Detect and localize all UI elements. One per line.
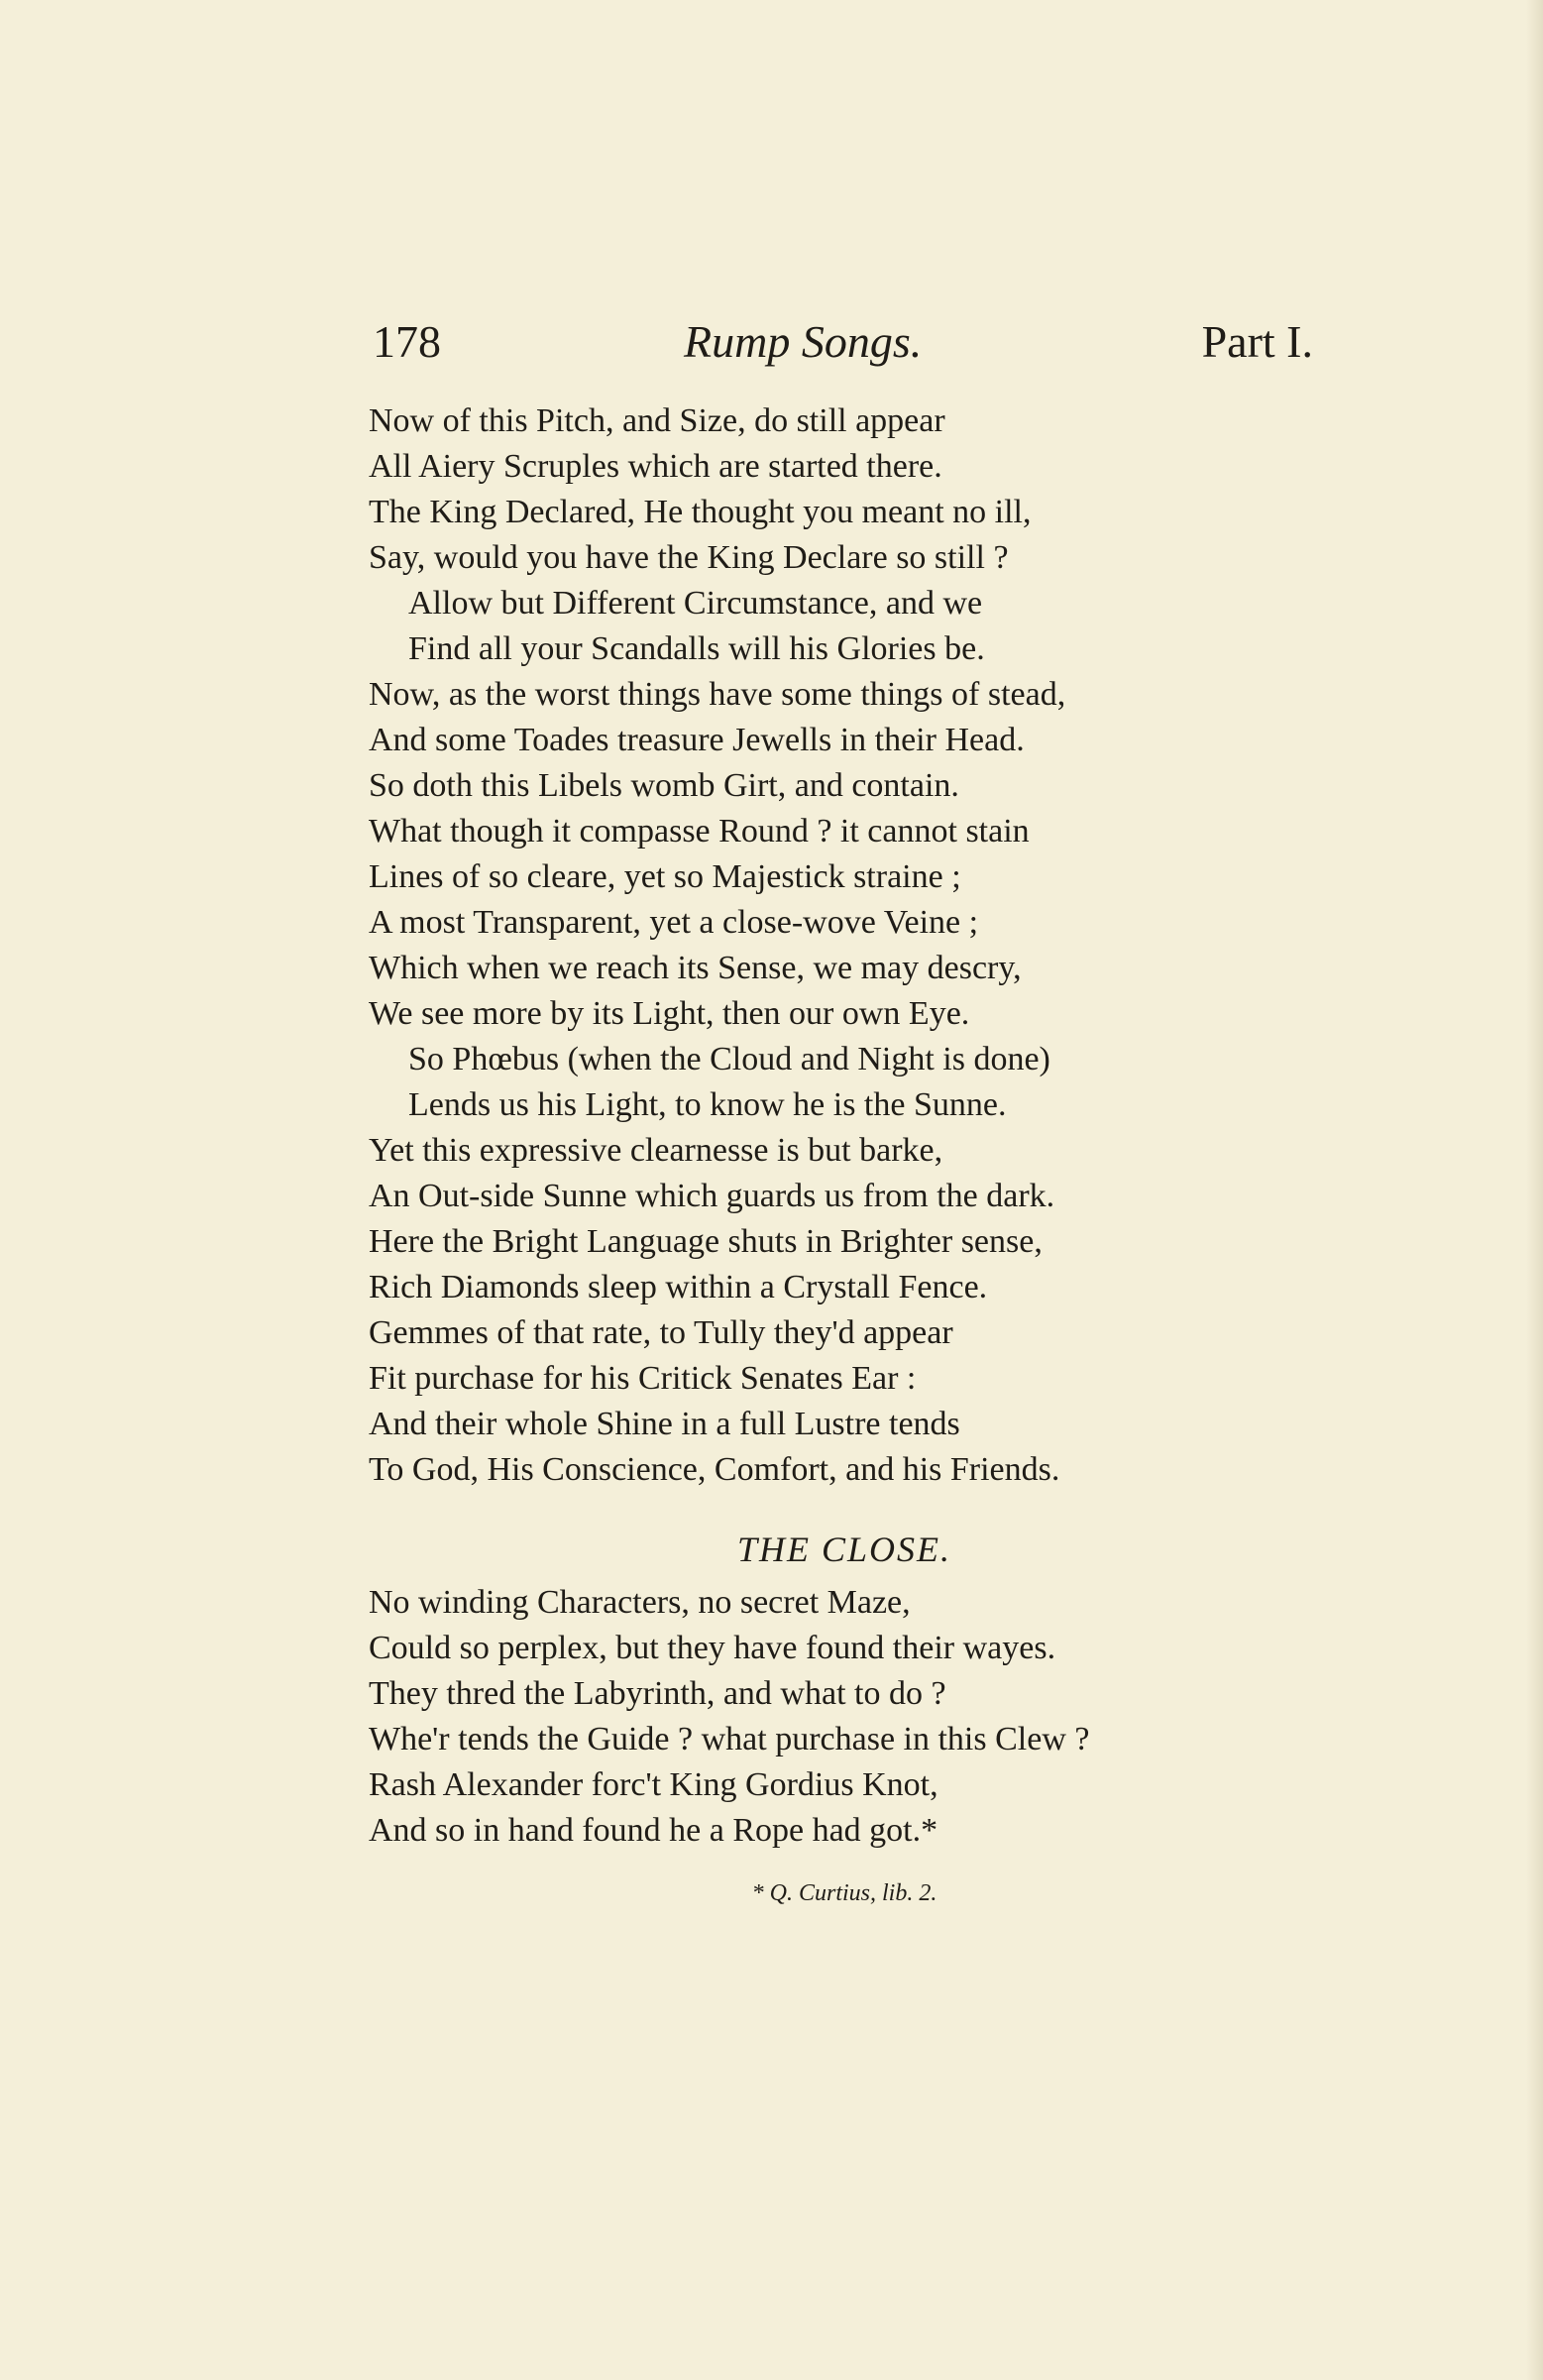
- poem-line: Lines of so cleare, yet so Majestick straine ;: [369, 858, 961, 895]
- page-header: [367, 315, 1313, 375]
- poem-line: An Out-side Sunne which guards us from the dark.: [369, 1178, 1055, 1214]
- poem-line: And their whole Shine in a full Lustre tends: [369, 1406, 960, 1442]
- poem-line: Here the Bright Language shuts in Brighter sense,: [369, 1223, 1043, 1260]
- poem-line: Lends us his Light, to know he is the Sunne.: [408, 1086, 1007, 1123]
- poem-line: We see more by its Light, then our own Eye.: [369, 995, 970, 1032]
- poem-line: Rich Diamonds sleep within a Crystall Fence.: [369, 1269, 988, 1305]
- page-edge-shadow: [1526, 0, 1543, 2380]
- page-number: 178: [373, 316, 441, 367]
- poem-line: Say, would you have the King Declare so still ?: [369, 539, 1009, 576]
- poem-line: Whe'r tends the Guide ? what purchase in this Clew ?: [369, 1721, 1090, 1757]
- poem-line: To God, His Conscience, Comfort, and his Friends.: [369, 1451, 1060, 1488]
- part-label: Part I.: [1201, 316, 1313, 367]
- poem-line: Which when we reach its Sense, we may descry,: [369, 950, 1022, 986]
- poem-line: No winding Characters, no secret Maze,: [369, 1584, 911, 1621]
- running-title: Rump Songs.: [684, 316, 923, 367]
- poem-line: What though it compasse Round ? it cannot stain: [369, 813, 1030, 850]
- poem-line: So Phœbus (when the Cloud and Night is done): [408, 1041, 1050, 1077]
- poem-line: All Aiery Scruples which are started there.: [369, 448, 942, 485]
- poem-line: Now of this Pitch, and Size, do still appear: [369, 402, 945, 439]
- poem-line: Yet this expressive clearnesse is but barke,: [369, 1132, 943, 1169]
- poem-line: And so in hand found he a Rope had got.*: [369, 1812, 938, 1849]
- poem-line: And some Toades treasure Jewells in their Head.: [369, 722, 1025, 758]
- poem-stanza-1: [369, 398, 1320, 1493]
- poem-stanza-2: [369, 1580, 1320, 1854]
- poem-line: Rash Alexander forc't King Gordius Knot,: [369, 1766, 938, 1803]
- poem-line: A most Transparent, yet a close-wove Veine ;: [369, 904, 979, 941]
- poem-line: Now, as the worst things have some things of stead,: [369, 676, 1066, 713]
- poem-line: They thred the Labyrinth, and what to do ?: [369, 1675, 946, 1712]
- poem-line: Allow but Different Circumstance, and we: [408, 585, 983, 622]
- poem-line: So doth this Libels womb Girt, and contain.: [369, 767, 959, 804]
- poem-line: Could so perplex, but they have found their wayes.: [369, 1630, 1056, 1666]
- poem-line: The King Declared, He thought you meant no ill,: [369, 494, 1032, 530]
- footnote: * Q. Curtius, lib. 2.: [751, 1880, 937, 1906]
- poem-line: Gemmes of that rate, to Tully they'd appear: [369, 1314, 953, 1351]
- poem-line: Find all your Scandalls will his Glories be.: [408, 630, 985, 667]
- poem-line: Fit purchase for his Critick Senates Ear :: [369, 1360, 917, 1397]
- section-heading: THE CLOSE.: [736, 1530, 952, 1569]
